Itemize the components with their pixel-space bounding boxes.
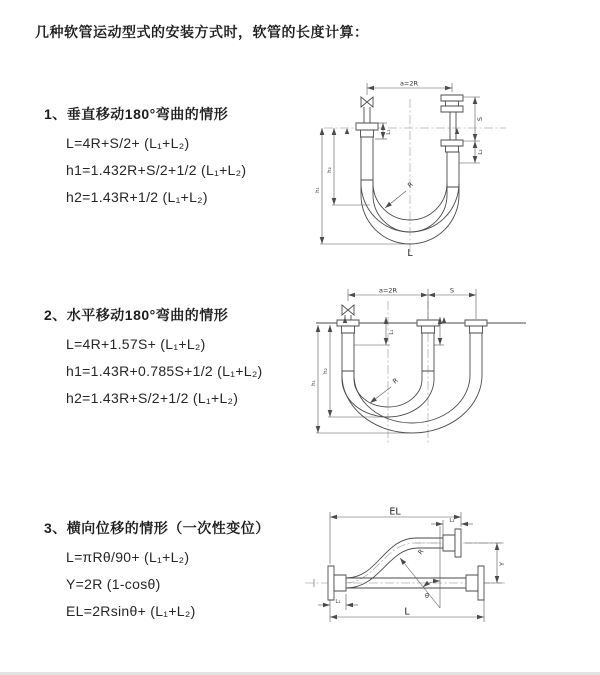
centerline-arrow (455, 128, 459, 134)
fixed-end-fitting (337, 317, 359, 371)
valve-icon (342, 305, 354, 320)
dim-label-theta: θ (425, 592, 429, 600)
moving-end-fitting (441, 95, 463, 187)
dimension-h1 (315, 128, 412, 244)
dim-label-r: R (416, 547, 426, 557)
dim-label-s: S (449, 286, 455, 295)
section-horizontal-180 (44, 305, 263, 406)
dim-label-h2: h₂ (323, 368, 329, 374)
diagram-horizontal-180-bend (308, 283, 570, 449)
dimension-s (428, 287, 476, 296)
section-3-heading: 3、横向位移的情形（一次性变位） (44, 520, 270, 536)
dim-label-l1-top: L₁ (449, 518, 455, 524)
dimension-a-2r (348, 287, 476, 320)
formula-L: L=4R+S/2+ (L₁+L₂) (66, 135, 190, 151)
braided-hose-right (447, 152, 459, 187)
formula-L: L=4R+1.57S+ (L₁+L₂) (66, 336, 206, 352)
dim-label-s: S (476, 116, 484, 122)
dimension-a-2r (367, 80, 452, 96)
centerline-arrow (442, 317, 446, 323)
section-vertical-180 (44, 104, 246, 205)
formula-h1: h1=1.43R+0.785S+1/2 (L₁+L₂) (66, 363, 263, 379)
diagram-lateral-displacement (300, 498, 600, 650)
dimension-h2 (327, 128, 370, 205)
section-2-heading: 2、水平移动180°弯曲的情形 (44, 307, 229, 323)
dim-label-l2: L₂ (478, 149, 484, 155)
section-lateral-displacement (44, 518, 270, 619)
fixed-end-flange (328, 566, 346, 600)
dimension-s (463, 97, 484, 141)
dim-label-r: R (391, 376, 400, 386)
formula-h2: h2=1.43R+1/2 (L₁+L₂) (66, 189, 208, 205)
formula-Y: Y=2R (1-cosθ) (66, 576, 161, 592)
valve-icon (361, 97, 373, 123)
radius-callout (370, 376, 400, 403)
formula-h2: h2=1.43R+S/2+1/2 (L₁+L₂) (66, 390, 239, 406)
radius-callout (385, 180, 415, 208)
dim-label-y: Y (498, 562, 506, 566)
displaced-hose (346, 529, 461, 588)
dimension-l1-bottom (318, 594, 358, 610)
u-bend-hose (342, 333, 482, 433)
dimension-h2 (323, 325, 388, 417)
dim-label-l-total: L (407, 248, 413, 259)
dim-label-a2r: a=2R (399, 79, 419, 88)
dimension-l1-top (431, 518, 473, 536)
formula-L: L=πRθ/90+ (L₁+L₂) (66, 549, 190, 565)
centerline-arrow (345, 128, 349, 134)
section-1-heading: 1、垂直移动180°弯曲的情形 (44, 106, 229, 122)
dimension-l-total (330, 600, 484, 622)
fixed-end-fitting (345, 123, 378, 180)
dim-label-h1: h₁ (311, 380, 317, 386)
dim-label-l: L (404, 606, 410, 618)
dim-label-r: R (406, 180, 415, 190)
dimension-el (330, 507, 461, 565)
diagram-vertical-180-bend (312, 75, 564, 261)
dim-label-l1-bottom: L₁ (335, 599, 341, 605)
dim-label-l1: L₁ (389, 329, 395, 335)
formula-h1: h1=1.432R+S/2+1/2 (L₁+L₂) (66, 162, 247, 178)
moving-end-position-1 (417, 317, 446, 371)
dim-label-el: EL (389, 506, 401, 518)
formula-EL: EL=2Rsinθ+ (L₁+L₂) (66, 603, 196, 619)
page-title: 几种软管运动型式的安装方式时，软管的长度计算： (35, 24, 369, 40)
dim-label-h2: h₂ (327, 167, 333, 173)
dim-label-a2r: a=2R (378, 286, 398, 295)
moving-end-position-2 (465, 320, 487, 333)
braided-hose-left (361, 137, 373, 180)
dim-label-l1: L₁ (386, 129, 392, 135)
dim-label-h1: h₁ (315, 187, 321, 193)
braided-hose-left (342, 333, 354, 371)
